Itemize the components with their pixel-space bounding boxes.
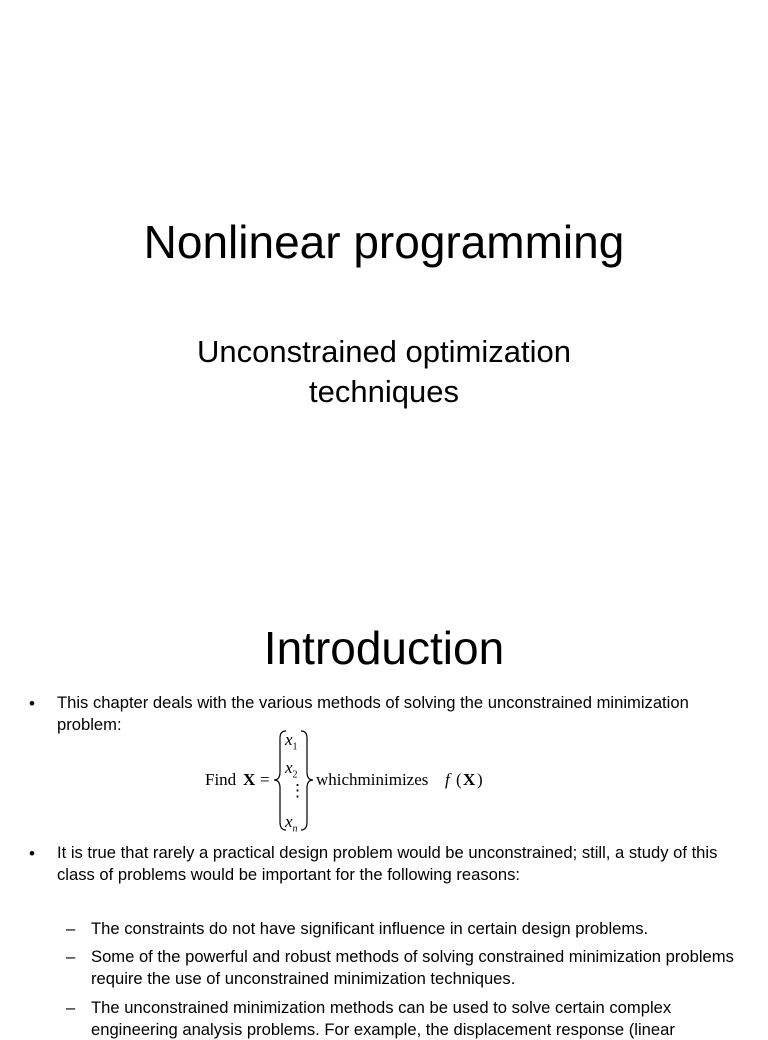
paren-close: ) xyxy=(477,770,483,789)
slide-title: Nonlinear programming xyxy=(143,216,625,268)
section-heading: Introduction xyxy=(263,622,505,674)
vector-x: X xyxy=(243,770,256,789)
bullet-text-2: It is true that rarely a practical design problem would be unconstrained; still, a study of this class of problems would be important for the following reasons: xyxy=(57,843,718,884)
which-minimizes-label: whichminimizes xyxy=(316,770,429,789)
dash-marker: – xyxy=(66,919,76,938)
dash-marker: – xyxy=(66,947,76,966)
vector-component-n: $x_n$ xyxy=(285,812,298,835)
sub-bullet-text-1: The constraints do not have significant influence in certain design problems. xyxy=(91,919,649,938)
vector-component-2: $x_2$ xyxy=(285,758,298,781)
bullet-marker: • xyxy=(29,694,35,713)
minimization-equation xyxy=(200,726,520,838)
bullet-text-1: This chapter deals with the various methods of solving the unconstrained minimization problem: xyxy=(57,693,689,734)
bullet-marker: • xyxy=(29,844,35,863)
subtitle-line-1: Unconstrained optimization xyxy=(197,334,571,369)
subtitle-line-2: techniques xyxy=(309,374,459,409)
sub-bullet-text-2: Some of the powerful and robust methods of solving constrained minimization problems require the use of unconstrained minimization techniques. xyxy=(91,947,734,988)
find-label: Find xyxy=(205,770,237,789)
vertical-dots: ⋮ xyxy=(289,781,306,800)
dash-marker: – xyxy=(66,998,76,1017)
function-f: f xyxy=(445,770,450,789)
equals-sign: = xyxy=(260,770,270,789)
function-argument-x: X xyxy=(463,770,476,789)
paren-open: ( xyxy=(456,770,462,789)
vector-component-1: $x_1$ xyxy=(285,730,298,753)
sub-bullet-text-3: The unconstrained minimization methods can be used to solve certain complex engineering analysis problems. For example, the displacement response (linear xyxy=(91,998,675,1039)
slide-subtitle xyxy=(0,332,768,412)
